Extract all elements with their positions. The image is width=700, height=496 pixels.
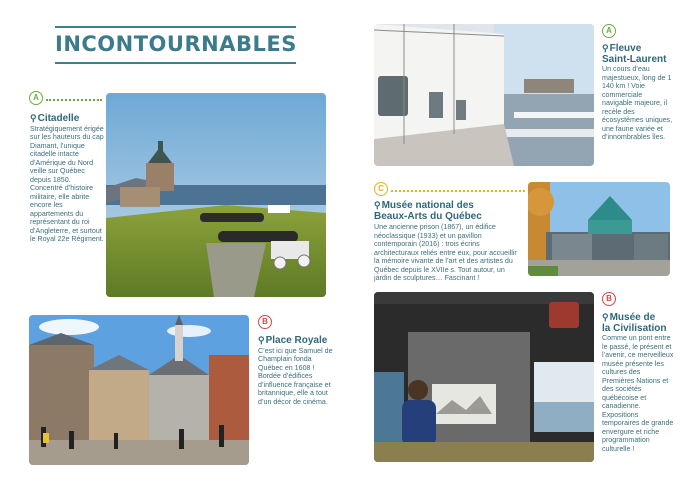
section-title-beaux-arts-1: Musée national des [381,200,474,211]
section-title-fleuve-2: Saint-Laurent [602,53,667,65]
photo-fleuve-saint-laurent [374,24,594,166]
section-title-civilisation-2: la Civilisation [602,322,667,334]
section-title-fleuve-1: Fleuve [609,43,642,54]
photo-musee-civilisation [374,292,594,462]
location-pin-icon: ⚲ [30,113,37,123]
page-title: INCONTOURNABLES [55,32,297,56]
section-body-place-royale: C’est ici que Samuel de Champlain fonda Québec en 1608 ! Bordée d’édifices d’influence française et britannique, elle a tout d’un décor de cinéma. [258,346,333,406]
photo-place-royale [29,315,249,465]
map-badge-fleuve: A [602,24,616,38]
section-title-place-royale: Place Royale [265,335,328,346]
section-title-citadelle: Citadelle [37,113,80,124]
title-rule-bottom [55,62,296,64]
section-musee-civilisation [602,312,674,453]
location-pin-icon: ⚲ [258,335,265,345]
section-title-beaux-arts-2: Beaux-Arts du Québec [374,210,482,222]
photo-musee-beaux-arts [528,182,670,276]
section-fleuve [602,43,674,142]
photo-citadelle [106,93,326,297]
section-body-citadelle: Stratégiquement érigée sur les hauteurs du cap Diamant, l’unique citadelle intacte d’Amérique du Nord veille sur Québec depuis 1850. Concentré d’histoire militaire, elle abrite encore les appartements du représentant du roi d’Angleterre, et surtout le Royal 22e Régiment. [30,124,104,243]
dotted-leader-citadelle [46,99,102,101]
map-badge-place-royale: B [258,315,272,329]
page-title-block [55,26,296,64]
location-pin-icon: ⚲ [374,200,381,210]
title-rule-top [55,26,296,28]
section-title-civilisation-1: Musée de [609,312,656,323]
section-body-beaux-arts: Une ancienne prison (1867), un édifice néoclassique (1933) et un pavillon contemporain (2016) : trois écrins architecturaux reliés entre eux, pour accueillir la mémoire vivante de l’art et des artistes du Québec depuis le XVIIe s. Tout autour, un jardin de sculptures… Fascinant ! [374,223,517,282]
section-body-civilisation: Comme un pont entre le passé, le présent et l’avenir, ce merveilleux musée présente les cultures des Premières Nations et des sociétés québécoise et canadienne. Expositions temporaires de grande envergure et riche programmation culturelle ! [602,334,674,453]
map-badge-musee-civilisation: B [602,292,616,306]
section-body-fleuve: Un cours d’eau majestueux, long de 1 140 km ! Voie commerciale navigable majeure, il recèle des écosystèmes uniques, une faune variée et d’innombrables îles. [602,65,673,141]
map-badge-musee-beaux-arts: C [374,182,388,196]
dotted-leader-beaux-arts [391,190,525,192]
location-pin-icon: ⚲ [602,43,609,53]
map-badge-citadelle: A [29,91,43,105]
section-place-royale [258,335,334,406]
location-pin-icon: ⚲ [602,312,609,322]
section-citadelle [30,113,104,244]
section-musee-beaux-arts [374,200,522,283]
